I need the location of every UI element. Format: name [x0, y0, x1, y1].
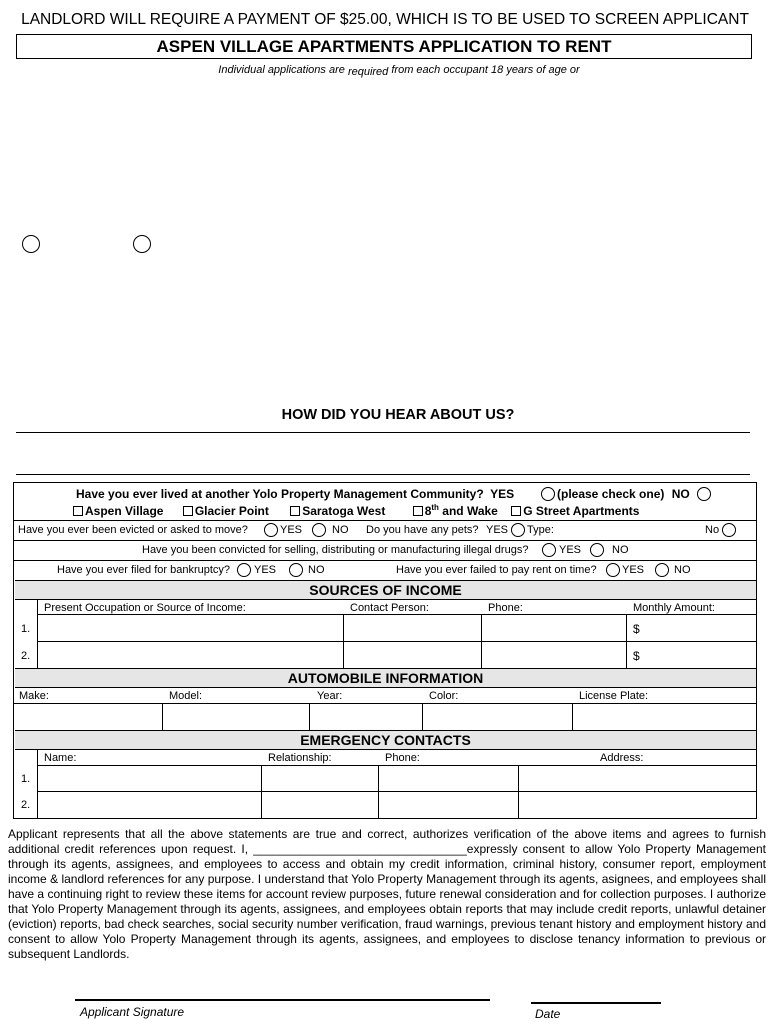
failed-rent-yes-label: YES [622, 564, 645, 576]
evicted-no-radio[interactable] [312, 523, 326, 537]
bankruptcy-no-radio[interactable] [289, 563, 303, 577]
income-row-2-input[interactable] [38, 642, 754, 667]
pets-type-label: Type: [527, 524, 554, 536]
checkbox[interactable] [290, 506, 300, 516]
applicant-signature-label: Applicant Signature [80, 1005, 185, 1019]
convicted-no-radio[interactable] [590, 543, 604, 557]
evicted-no-label: NO [332, 524, 349, 536]
row-divider [14, 520, 756, 521]
community-8th-wake[interactable]: 8th and Wake [413, 504, 498, 518]
convicted-yes-label: YES [559, 544, 582, 556]
auto-section-title: AUTOMOBILE INFORMATION [15, 668, 756, 688]
pets-yes-radio[interactable] [511, 523, 525, 537]
pets-yes-label: YES [486, 524, 509, 536]
income-amount-currency: $ [633, 622, 640, 636]
bankruptcy-no-label: NO [308, 564, 325, 576]
emergency-header-address: Address: [600, 752, 644, 764]
payment-notice: LANDLORD WILL REQUIRE A PAYMENT OF $25.00, WHICH IS TO BE USED TO SCREEN APPLICANT [21, 11, 749, 28]
emergency-header-phone: Phone: [385, 752, 420, 764]
emergency-row-2-input[interactable] [38, 792, 754, 816]
evicted-question: Have you ever been evicted or asked to move? [18, 524, 248, 536]
income-row-num: 2. [21, 650, 31, 662]
income-row-num: 1. [21, 623, 31, 635]
lived-question: Have you ever lived at another Yolo Property Management Community? YES [76, 487, 515, 501]
lived-yes-radio[interactable] [541, 487, 555, 501]
lived-check-one: (please check one) NO [557, 487, 690, 501]
emergency-header-relationship: Relationship: [268, 752, 332, 764]
applicant-signature-line[interactable] [75, 999, 490, 1001]
checkbox[interactable] [73, 506, 83, 516]
income-header-occupation: Present Occupation or Source of Income: [44, 602, 246, 614]
community-list [73, 503, 639, 518]
pets-no-label: No [705, 524, 720, 536]
auto-info-input[interactable] [15, 704, 755, 729]
community-glacier[interactable]: Glacier Point [183, 504, 269, 518]
checkbox[interactable] [413, 506, 423, 516]
bankruptcy-yes-label: YES [254, 564, 277, 576]
emergency-row-num: 2. [21, 799, 31, 811]
community-g-street[interactable]: G Street Apartments [511, 504, 639, 518]
auto-header-year: Year: [317, 690, 343, 702]
emergency-section-title: EMERGENCY CONTACTS [15, 730, 756, 750]
pets-no-radio[interactable] [722, 523, 736, 537]
convicted-yes-radio[interactable] [542, 543, 556, 557]
checkbox[interactable] [183, 506, 193, 516]
convicted-no-label: NO [612, 544, 629, 556]
income-section-title: SOURCES OF INCOME [15, 580, 756, 600]
consent-paragraph: Applicant represents that all the above statements are true and correct, authorizes verification of the above items and agrees to furnish additional credit references upon request. I, ________________________________expressly consent to allow Yolo Property Management through its agents, assignees, and employees to access and obtain my credit information, criminal history, consumer report, employment income & landlord references for any purpose. I understand that Yolo Property Management through its agents, asignees, and employees shall have a continuing right to review these items for account review purposes, future renewal consideration and for collection purposes. I authorize that Yolo Property Management through its agents, assignees, and employees obtain reports that may include credit reports, unlawful detainer (eviction) reports, bad check searches, social security number verification, fraud warnings, previous tenant history and employment history and consent to allow Yolo Property Management through its agents, assignees, and employees to disclose tenancy information to previous or subsequent Landlords. [8, 827, 766, 961]
hear-line-2[interactable] [16, 474, 750, 475]
bankruptcy-yes-radio[interactable] [237, 563, 251, 577]
community-saratoga[interactable]: Saratoga West [290, 504, 385, 518]
community-aspen[interactable]: Aspen Village [73, 504, 163, 518]
page-title-box [16, 34, 752, 59]
income-header-amount: Monthly Amount: [633, 602, 715, 614]
page-title: ASPEN VILLAGE APARTMENTS APPLICATION TO RENT [156, 37, 612, 56]
failed-rent-question: Have you ever failed to pay rent on time? [396, 564, 597, 576]
lived-no-radio[interactable] [697, 487, 711, 501]
row-divider [14, 560, 756, 561]
emergency-row-1-input[interactable] [38, 766, 754, 790]
failed-rent-no-label: NO [674, 564, 691, 576]
income-header-contact: Contact Person: [350, 602, 429, 614]
date-line[interactable] [531, 1002, 661, 1004]
income-header-phone: Phone: [488, 602, 523, 614]
income-amount-currency: $ [633, 649, 640, 663]
auto-header-make: Make: [19, 690, 49, 702]
emergency-header-name: Name: [44, 752, 77, 764]
auto-header-model: Model: [169, 690, 203, 702]
failed-rent-no-radio[interactable] [655, 563, 669, 577]
evicted-yes-radio[interactable] [264, 523, 278, 537]
failed-rent-yes-radio[interactable] [606, 563, 620, 577]
pets-question: Do you have any pets? [366, 524, 479, 536]
subtitle: Individual applications are required from each occupant 18 years of age or [218, 64, 580, 78]
hear-about-us-label: HOW DID YOU HEAR ABOUT US? [281, 407, 515, 423]
date-label: Date [535, 1007, 561, 1021]
radio-option-2[interactable] [133, 235, 151, 253]
checkbox[interactable] [511, 506, 521, 516]
income-row-1-input[interactable] [38, 615, 754, 640]
convicted-question: Have you been convicted for selling, distributing or manufacturing illegal drugs? [142, 544, 529, 556]
hear-line-1[interactable] [16, 432, 750, 433]
bankruptcy-question: Have you ever filed for bankruptcy? [57, 564, 231, 576]
auto-header-color: Color: [429, 690, 459, 702]
radio-option-1[interactable] [22, 235, 40, 253]
evicted-yes-label: YES [280, 524, 303, 536]
row-divider [14, 540, 756, 541]
auto-header-plate: License Plate: [579, 690, 649, 702]
emergency-row-num: 1. [21, 773, 31, 785]
consent-name-blank[interactable]: ________________________________ [253, 842, 467, 856]
